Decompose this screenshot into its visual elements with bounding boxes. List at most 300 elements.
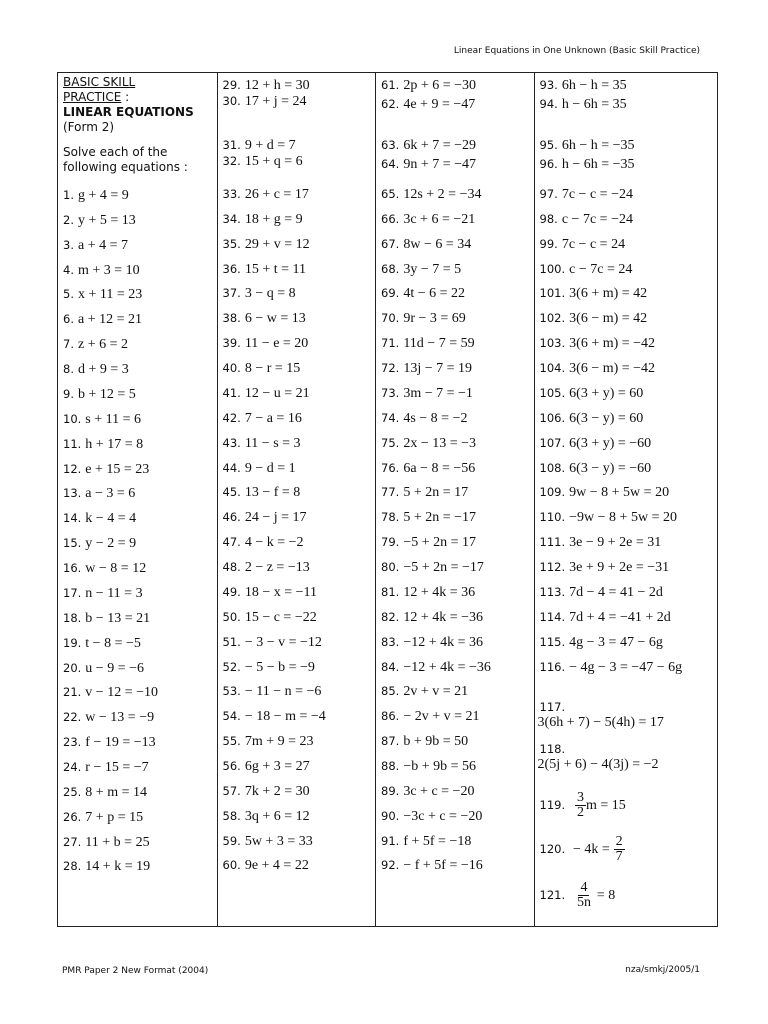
equation: b + 9b = 50	[403, 734, 469, 750]
question-number: 111.	[539, 535, 566, 550]
equation: a + 12 = 21	[77, 312, 142, 328]
question-item	[223, 683, 322, 700]
question-number: 73.	[381, 385, 400, 400]
question-number: 50.	[222, 609, 241, 624]
question-item	[223, 659, 315, 676]
question-item	[223, 360, 301, 377]
question-item	[540, 609, 671, 626]
question-item	[381, 137, 476, 154]
equation: 9r − 3 = 69	[403, 311, 466, 327]
equation: 29 + v = 12	[244, 236, 310, 252]
question-number: 92.	[381, 858, 400, 873]
equation: − 4g − 3 = −47 − 6g	[569, 659, 683, 675]
question-item	[381, 285, 465, 302]
question-number: 35.	[222, 236, 241, 251]
instruction-line2: following equations :	[63, 160, 188, 174]
question-number: 5.	[63, 287, 74, 302]
fraction-denominator: 7	[615, 849, 623, 864]
equation: 24 − j = 17	[244, 510, 307, 526]
question-item	[223, 435, 301, 452]
equation: 11 + b = 25	[85, 834, 150, 850]
question-item	[63, 411, 141, 428]
question-item	[223, 310, 306, 327]
question-item	[540, 410, 644, 427]
question-item	[223, 708, 326, 725]
equation: − 3 − v = −12	[244, 634, 322, 650]
worksheet-table	[57, 72, 718, 927]
question-number: 23.	[63, 735, 82, 750]
equation: = 8	[596, 888, 616, 903]
question-item	[381, 211, 475, 228]
question-number: 68.	[381, 261, 400, 276]
equation: 11 − s = 3	[244, 435, 301, 451]
question-number: 33.	[222, 187, 241, 201]
equation: 12s + 2 = −34	[403, 187, 482, 202]
question-item	[381, 509, 476, 526]
equation: 11 − e = 20	[244, 336, 309, 352]
equation: 8 + m = 14	[85, 784, 147, 800]
question-number: 87.	[381, 734, 400, 749]
question-item	[381, 534, 476, 551]
column-2	[218, 73, 377, 926]
question-number: 96.	[539, 157, 558, 171]
question-item	[540, 186, 633, 203]
equation: n − 11 = 3	[85, 585, 143, 601]
question-number: 75.	[381, 435, 400, 450]
question-item	[381, 808, 482, 825]
question-item	[223, 77, 310, 94]
question-number: 21.	[63, 685, 82, 700]
question-item	[540, 659, 683, 676]
question-item	[63, 784, 147, 801]
equation: 7c − c = 24	[561, 236, 626, 252]
question-item	[63, 635, 141, 652]
question-item	[63, 809, 143, 826]
question-item	[540, 261, 633, 278]
question-number: 88.	[381, 759, 400, 773]
question-number: 81.	[381, 584, 400, 599]
question-number: 112.	[539, 560, 566, 575]
equation: e + 15 = 23	[85, 461, 150, 477]
equation: − 11 − n = −6	[244, 684, 322, 700]
question-number: 28.	[63, 859, 82, 874]
question-number: 26.	[63, 809, 82, 824]
page-header-title: Linear Equations in One Unknown (Basic Skill Practice)	[453, 46, 700, 56]
question-item	[381, 360, 472, 377]
question-item	[223, 758, 310, 775]
question-item	[540, 310, 648, 327]
question-number: 79.	[381, 535, 400, 550]
question-item	[63, 336, 128, 353]
equation: 3m − 7 = −1	[403, 385, 473, 401]
question-number: 118.	[539, 742, 566, 756]
equation: 6g + 3 = 27	[244, 759, 310, 774]
equation: m = 15	[585, 798, 626, 813]
question-item	[63, 834, 150, 851]
question-number: 121.	[539, 888, 566, 902]
equation: k − 4 = 4	[85, 511, 137, 527]
question-number: 37.	[222, 286, 241, 301]
equation: 3y − 7 = 5	[403, 261, 462, 277]
question-item	[63, 262, 140, 279]
question-item	[223, 335, 309, 352]
question-number: 67.	[381, 236, 400, 251]
equation: 6k + 7 = −29	[403, 138, 477, 153]
question-item	[63, 386, 136, 403]
question-number: 20.	[63, 660, 82, 675]
question-number: 65.	[381, 187, 400, 201]
question-number: 98.	[539, 211, 558, 226]
intro-topic: LINEAR EQUATIONS	[63, 105, 194, 119]
question-number: 109.	[539, 485, 566, 500]
question-item	[63, 560, 146, 577]
equation: u − 9 = −6	[85, 660, 144, 676]
question-item	[223, 93, 307, 110]
equation: 17 + j = 24	[244, 94, 307, 109]
question-number: 63.	[381, 138, 400, 152]
question-item	[381, 156, 476, 173]
question-item	[540, 137, 635, 154]
equation: 8 − r = 15	[244, 361, 301, 377]
equation: 4t − 6 = 22	[403, 286, 466, 302]
question-item	[223, 236, 310, 253]
fraction-numerator: 3	[576, 790, 584, 805]
question-number: 78.	[381, 510, 400, 525]
question-117	[537, 699, 664, 731]
equation: 8w − 6 = 34	[403, 236, 472, 252]
equation: h + 17 = 8	[85, 436, 144, 452]
equation: 12 − u = 21	[244, 385, 310, 401]
question-item	[63, 485, 135, 502]
question-item	[381, 484, 468, 501]
question-number: 119.	[539, 798, 566, 812]
equation: 6(3 − y) = 60	[569, 410, 644, 426]
equation: −3c + c = −20	[403, 808, 483, 824]
equation: 2(5j + 6) − 4(3j) = −2	[537, 757, 659, 772]
question-number: 114.	[539, 609, 566, 624]
question-item	[381, 77, 476, 94]
question-item	[223, 534, 304, 551]
question-number: 104.	[539, 361, 566, 376]
question-item	[540, 634, 663, 651]
question-number: 80.	[381, 560, 400, 575]
question-number: 115.	[539, 634, 566, 649]
equation: a − 3 = 6	[85, 486, 136, 502]
question-item	[63, 510, 136, 527]
question-number: 82.	[381, 609, 400, 624]
question-number: 117.	[539, 700, 566, 714]
question-number: 32.	[222, 154, 241, 168]
equation: g + 4 = 9	[77, 188, 129, 203]
question-item	[63, 709, 154, 726]
question-item	[381, 385, 473, 402]
equation: 4e + 9 = −47	[403, 97, 476, 112]
question-number: 24.	[63, 760, 82, 774]
question-number: 6.	[63, 312, 74, 327]
question-number: 36.	[222, 261, 241, 276]
equation: −5 + 2n = −17	[403, 560, 484, 576]
fraction-denominator: 5n	[576, 895, 591, 910]
question-number: 53.	[222, 684, 241, 699]
fraction-denominator: 2	[576, 805, 584, 820]
question-number: 46.	[222, 510, 241, 525]
question-number: 41.	[222, 385, 241, 400]
question-item	[540, 385, 644, 402]
question-number: 31.	[222, 138, 241, 152]
equation: 2 − z = −13	[244, 560, 310, 576]
equation: f − 19 = −13	[85, 735, 156, 751]
question-number: 90.	[381, 808, 400, 823]
fraction	[575, 791, 586, 820]
question-number: 49.	[222, 584, 241, 599]
question-item	[381, 783, 474, 800]
question-item	[223, 137, 296, 154]
question-number: 38.	[222, 311, 241, 326]
equation: 3c + c = −20	[403, 783, 475, 799]
equation: 3e − 9 + 2e = 31	[569, 535, 662, 551]
equation: −9w − 8 + 5w = 20	[569, 510, 677, 526]
question-item	[381, 758, 476, 775]
question-item	[63, 660, 144, 677]
question-item	[63, 361, 129, 378]
question-number: 105.	[539, 385, 566, 400]
equation: 6h − h = −35	[561, 138, 635, 153]
question-number: 25.	[63, 784, 82, 799]
fraction-numerator: 2	[615, 834, 623, 849]
equation: 13 − f = 8	[244, 485, 301, 501]
question-number: 13.	[63, 486, 82, 501]
question-item	[381, 96, 475, 113]
question-item	[381, 857, 483, 874]
equation: 6a − 8 = −56	[403, 460, 476, 476]
equation: s + 11 = 6	[85, 411, 142, 427]
question-item	[540, 77, 627, 94]
column-1	[58, 73, 218, 926]
question-item	[63, 237, 128, 254]
question-118	[537, 741, 659, 773]
question-number: 12.	[63, 461, 82, 476]
equation: f + 5f = −18	[403, 833, 472, 849]
question-number: 54.	[222, 709, 241, 724]
question-item	[381, 410, 467, 427]
equation: x + 11 = 23	[77, 287, 143, 303]
question-number: 83.	[381, 634, 400, 649]
question-number: 66.	[381, 211, 400, 226]
question-number: 14.	[63, 511, 82, 526]
question-item	[223, 285, 296, 302]
question-number: 44.	[222, 460, 241, 475]
equation: 2p + 6 = −30	[403, 78, 477, 93]
question-item	[540, 460, 652, 477]
question-number: 70.	[381, 311, 400, 326]
question-number: 94.	[539, 97, 558, 111]
question-number: 1.	[63, 188, 74, 202]
question-number: 97.	[539, 187, 558, 201]
equation: 12 + 4k = 36	[403, 584, 476, 600]
equation: 7d − 4 = 41 − 2d	[569, 584, 663, 600]
question-number: 11.	[63, 436, 82, 451]
equation: 7m + 9 = 23	[244, 734, 314, 750]
question-number: 86.	[381, 709, 400, 724]
equation: 5 + 2n = 17	[403, 485, 469, 501]
question-number: 29.	[222, 78, 241, 92]
question-number: 84.	[381, 659, 400, 674]
equation: r − 15 = −7	[85, 760, 149, 775]
question-number: 107.	[539, 435, 566, 450]
question-number: 113.	[539, 584, 566, 599]
equation: 7d + 4 = −41 + 2d	[569, 609, 671, 625]
question-item	[223, 584, 317, 601]
question-number: 56.	[222, 759, 241, 773]
intro-line2: PRACTICE	[63, 90, 122, 104]
question-number: 93.	[539, 78, 558, 92]
intro-colon: :	[121, 90, 130, 104]
question-item	[540, 435, 652, 452]
equation: 3e + 9 + 2e = −31	[569, 560, 670, 576]
question-number: 45.	[222, 485, 241, 500]
question-number: 101.	[539, 286, 566, 301]
question-item	[540, 211, 633, 228]
equation: − f + 5f = −16	[403, 858, 483, 874]
question-item	[540, 96, 627, 113]
question-item	[223, 460, 296, 477]
question-item	[381, 435, 476, 452]
question-item	[540, 285, 648, 302]
question-item	[381, 659, 491, 676]
question-number: 89.	[381, 783, 400, 798]
question-item	[63, 858, 150, 875]
equation: 7k + 2 = 30	[244, 783, 310, 799]
question-item	[223, 153, 303, 170]
question-number: 77.	[381, 485, 400, 500]
question-number: 103.	[539, 336, 566, 351]
question-number: 52.	[222, 659, 241, 674]
question-number: 30.	[222, 94, 241, 108]
question-number: 2.	[63, 212, 74, 227]
question-number: 3.	[63, 237, 74, 252]
equation: 6(3 + y) = −60	[569, 435, 652, 451]
equation: 3(6 + m) = −42	[569, 336, 656, 352]
equation: 6(3 + y) = 60	[569, 385, 644, 401]
question-number: 55.	[222, 734, 241, 749]
equation: 3c + 6 = −21	[403, 211, 476, 227]
question-number: 110.	[539, 510, 566, 525]
question-number: 40.	[222, 361, 241, 376]
question-number: 19.	[63, 635, 82, 650]
question-number: 116.	[539, 659, 566, 674]
equation: t − 8 = −5	[85, 635, 141, 651]
column-3	[376, 73, 535, 926]
question-item	[540, 484, 670, 501]
question-item	[63, 436, 143, 453]
question-119	[540, 791, 626, 820]
equation: 7 + p = 15	[85, 809, 144, 825]
question-item	[540, 156, 635, 173]
question-number: 4.	[63, 262, 74, 277]
question-item	[63, 610, 150, 627]
equation: h − 6h = −35	[561, 157, 635, 172]
question-number: 99.	[539, 236, 558, 251]
instruction-line1: Solve each of the	[63, 145, 168, 159]
question-number: 8.	[63, 362, 74, 377]
equation: m + 3 = 10	[77, 262, 140, 278]
equation: 2v + v = 21	[403, 684, 469, 700]
question-item	[63, 212, 136, 229]
equation: 3 − q = 8	[244, 286, 296, 302]
equation: − 2v + v = 21	[403, 709, 480, 725]
question-120	[540, 835, 625, 864]
question-number: 47.	[222, 535, 241, 550]
question-item	[381, 335, 475, 352]
equation: 3(6 − m) = −42	[569, 361, 656, 377]
equation: 2x − 13 = −3	[403, 435, 477, 451]
question-number: 42.	[222, 410, 241, 425]
equation: 15 + t = 11	[244, 261, 306, 277]
equation: −b + 9b = 56	[403, 759, 477, 774]
question-number: 62.	[381, 97, 400, 111]
question-number: 102.	[539, 311, 566, 326]
equation: v − 12 = −10	[85, 685, 158, 701]
equation: y + 5 = 13	[77, 212, 136, 228]
question-item	[223, 808, 310, 825]
question-item	[540, 335, 656, 352]
equation: c − 7c = 24	[569, 261, 633, 277]
equation: 11d − 7 = 59	[403, 336, 475, 352]
question-item	[223, 211, 303, 228]
equation: 14 + k = 19	[85, 859, 151, 875]
question-item	[223, 783, 310, 800]
intro-block	[63, 75, 194, 175]
equation: 12 + 4k = −36	[403, 609, 484, 625]
equation: c − 7c = −24	[561, 211, 633, 227]
question-item	[223, 261, 306, 278]
equation: 12 + h = 30	[244, 78, 310, 93]
equation: 4s − 8 = −2	[403, 410, 468, 426]
question-number: 34.	[222, 211, 241, 226]
equation: 13j − 7 = 19	[403, 361, 473, 377]
equation: 5w + 3 = 33	[244, 833, 313, 849]
equation: −5 + 2n = 17	[403, 535, 477, 551]
question-number: 18.	[63, 610, 82, 625]
equation: 9n + 7 = −47	[403, 157, 477, 172]
question-item	[223, 484, 301, 501]
question-number: 17.	[63, 585, 82, 600]
equation: 4 − k = −2	[244, 535, 304, 551]
question-item	[223, 509, 307, 526]
equation: 18 + g = 9	[244, 211, 303, 227]
equation: − 18 − m = −4	[244, 709, 326, 725]
question-number: 108.	[539, 460, 566, 475]
question-number: 9.	[63, 386, 74, 401]
question-121	[540, 881, 616, 910]
equation: − 5 − b = −9	[244, 659, 315, 675]
question-item	[63, 535, 136, 552]
question-number: 69.	[381, 286, 400, 301]
question-item	[63, 684, 158, 701]
question-number: 58.	[222, 808, 241, 823]
question-number: 95.	[539, 138, 558, 152]
question-number: 76.	[381, 460, 400, 475]
question-item	[381, 559, 484, 576]
equation: w − 8 = 12	[85, 561, 147, 577]
question-item	[381, 310, 466, 327]
question-item	[381, 833, 471, 850]
equation: y − 2 = 9	[85, 536, 137, 552]
intro-line1: BASIC SKILL	[63, 75, 136, 89]
question-item	[63, 311, 142, 328]
question-item	[381, 708, 479, 725]
fraction	[575, 881, 593, 910]
